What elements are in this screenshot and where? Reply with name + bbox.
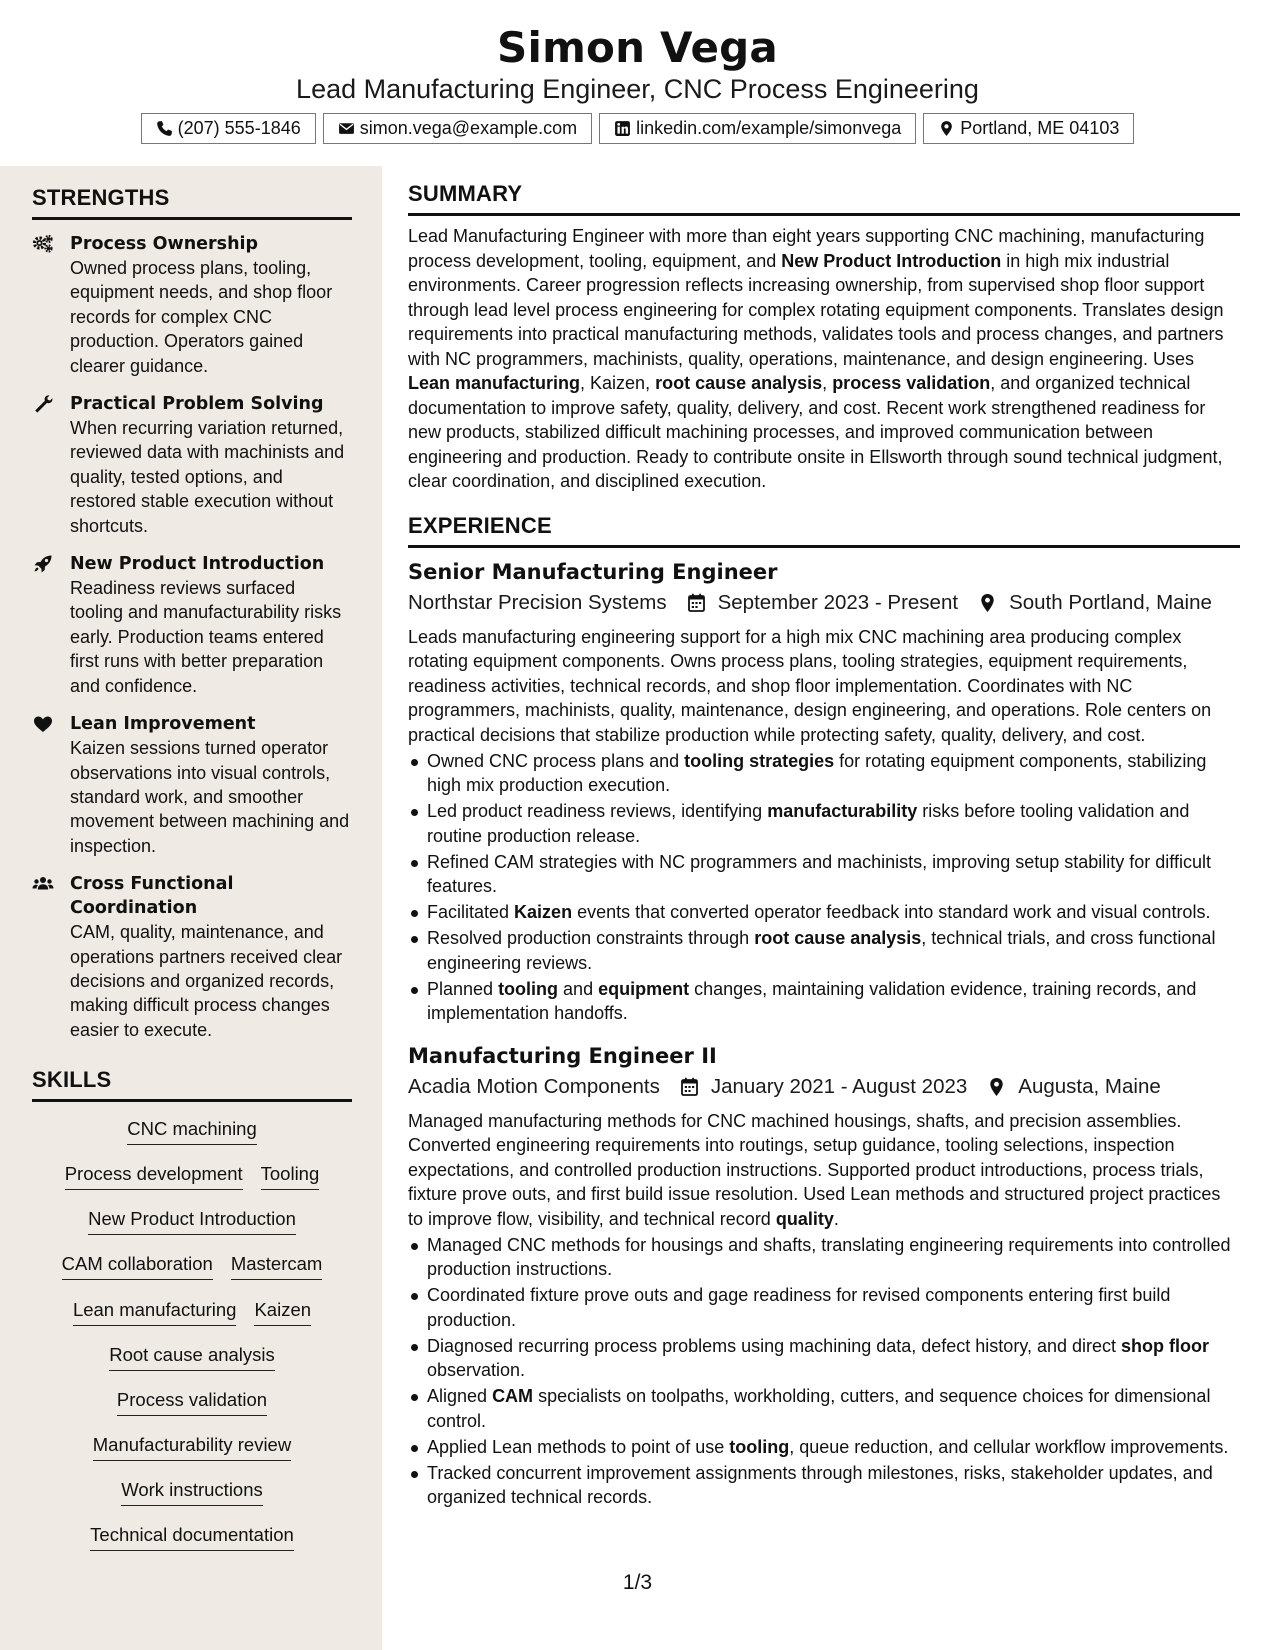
strength-description: Kaizen sessions turned operator observations into visual controls, standard work, and smoother movement between machining and inspection. xyxy=(70,738,350,856)
job-title: Senior Manufacturing Engineer xyxy=(408,559,778,584)
skill-tag: New Product Introduction xyxy=(88,1207,296,1235)
contact-location-text: Portland, ME 04103 xyxy=(960,118,1120,138)
emphasis-text: CAM xyxy=(492,1386,534,1406)
strength-description: When recurring variation returned, reviewed data with machinists and quality, tested options, and restored stable execution without shortcuts. xyxy=(70,418,345,536)
text-run: Managed manufacturing methods for CNC machined housings, shafts, and precision assemblies. Converted engineering requirements into routings, setup guidance, tooling selections, inspection expectations, and controlled production instructions. Supported product introductions, process trials, fixture prove outs, and first build issue resolution. Used Lean methods and structured project practices to improve flow, visibility, and technical record xyxy=(408,1110,1221,1229)
gears-icon xyxy=(32,234,54,254)
text-run: Coordinated fixture prove outs and gage readiness for revised components entering first build production. xyxy=(427,1285,1171,1330)
job-location: Augusta, Maine xyxy=(1018,1074,1161,1098)
text-run: specialists on toolpaths, workholding, cutters, and sequence choices for dimensional control. xyxy=(427,1386,1211,1431)
resume-header xyxy=(0,0,1275,160)
job-description: Leads manufacturing engineering support for a high mix CNC machining area producing complex rotating equipment components. Owns process plans, tooling strategies, equipment requirements, readiness activities, technical records, and shop floor implementation. Coordinates with NC programmers, machinists, quality, maintenance, design engineering, and operations. Role centers on practical decisions that stabilize production while protecting safety, quality, delivery, and cost. xyxy=(408,626,1212,745)
summary-heading: SUMMARY xyxy=(408,180,1240,216)
job-bullet xyxy=(408,1233,1240,1282)
skill-tag: CAM collaboration xyxy=(62,1252,213,1280)
emphasis-text: equipment xyxy=(598,978,690,999)
skill-tag: Manufacturability review xyxy=(93,1433,291,1461)
text-run: Applied Lean methods to point of use xyxy=(427,1436,730,1457)
skills-heading: SKILLS xyxy=(32,1066,352,1102)
job-description xyxy=(408,1109,1240,1232)
job-meta xyxy=(408,588,1240,618)
strength-item xyxy=(32,712,352,858)
map-marker-icon xyxy=(987,1077,1006,1097)
text-run: Led product readiness reviews, identifying xyxy=(427,801,768,821)
candidate-title: Lead Manufacturing Engineer, CNC Process Engineering xyxy=(296,74,979,104)
text-run: for rotating equipment components, stabilizing high mix production execution. xyxy=(427,750,1207,795)
skill-row xyxy=(32,1334,352,1379)
strength-item xyxy=(32,392,352,538)
text-run: risks before tooling validation and routine production release. xyxy=(427,801,1190,846)
text-run: Facilitated xyxy=(427,902,515,922)
job-bullets xyxy=(408,1233,1240,1510)
text-run: changes, maintaining validation evidence, training records, and implementation handoffs. xyxy=(427,978,1197,1023)
skill-tag: Technical documentation xyxy=(90,1523,294,1551)
text-run: in high mix industrial environments. Career progression reflects increasing ownership, from supervised shop floor support through lead level process engineering for complex rotating equipment components. Translates design requirements into practical manufacturing methods, validates tools and process changes, and partners with NC programmers, machinists, quality, operations, maintenance, and design engineering. Uses xyxy=(408,250,1224,369)
skill-tag: Work instructions xyxy=(121,1478,263,1506)
text-run: Owned CNC process plans and xyxy=(427,750,685,771)
job-bullet xyxy=(408,1461,1240,1510)
strength-title: Practical Problem Solving xyxy=(70,394,324,415)
text-run: events that converted operator feedback into standard work and visual controls. xyxy=(572,902,1211,922)
skill-tag: Process development xyxy=(65,1162,243,1190)
contact-linkedin-text: linkedin.com/example/simonvega xyxy=(636,118,902,138)
job-bullet xyxy=(408,1334,1240,1383)
job-bullet xyxy=(408,1384,1240,1433)
main-content xyxy=(408,180,1240,1510)
job-bullet xyxy=(408,1435,1240,1460)
users-icon xyxy=(32,874,54,894)
skill-tag: Lean manufacturing xyxy=(73,1298,237,1326)
skill-row xyxy=(32,1424,352,1469)
skill-row xyxy=(32,1153,352,1198)
text-run: Diagnosed recurring process problems using machining data, defect history, and direct xyxy=(427,1335,1122,1356)
skill-row xyxy=(32,1199,352,1244)
job-dates: January 2021 - August 2023 xyxy=(710,1074,968,1098)
job-entry xyxy=(408,558,1240,1026)
skill-row xyxy=(32,1515,352,1560)
text-run: , xyxy=(822,373,833,393)
strengths-list xyxy=(32,232,352,1042)
page-number: 1/3 xyxy=(622,1571,653,1594)
strength-item xyxy=(32,232,352,378)
job-bullet xyxy=(408,926,1240,975)
emphasis-text: Kaizen xyxy=(514,902,573,922)
emphasis-text: tooling xyxy=(498,978,559,999)
calendar-icon xyxy=(687,593,706,613)
experience-heading: EXPERIENCE xyxy=(408,512,1240,548)
emphasis-text: root cause analysis xyxy=(655,373,823,393)
job-company: Acadia Motion Components xyxy=(408,1074,660,1098)
strength-title: Cross Functional Coordination xyxy=(70,874,234,919)
strengths-heading: STRENGTHS xyxy=(32,184,352,220)
text-run: Aligned xyxy=(427,1386,493,1406)
envelope-icon xyxy=(338,120,355,137)
emphasis-text: process validation xyxy=(832,373,991,393)
skill-row xyxy=(32,1289,352,1334)
job-bullet xyxy=(408,850,1240,899)
job-title: Manufacturing Engineer II xyxy=(408,1043,717,1068)
strength-description: CAM, quality, maintenance, and operations partners received clear decisions and organized records, making difficult process changes easier to execute. xyxy=(70,922,343,1040)
text-run: . xyxy=(833,1208,839,1229)
linkedin-icon xyxy=(614,120,631,137)
skill-row xyxy=(32,1379,352,1424)
wrench-icon xyxy=(32,394,54,414)
phone-icon xyxy=(156,120,173,137)
emphasis-text: tooling xyxy=(729,1436,790,1457)
skill-row xyxy=(32,1244,352,1289)
strength-description: Owned process plans, tooling, equipment needs, and shop floor records for complex CNC production. Operators gained clearer guidance. xyxy=(70,258,333,376)
job-bullet xyxy=(408,977,1240,1026)
job-bullet xyxy=(408,1283,1240,1332)
text-run: Refined CAM strategies with NC programmers and machinists, improving setup stability for difficult features. xyxy=(427,851,1211,896)
job-bullet xyxy=(408,749,1240,798)
skill-tag: Process validation xyxy=(117,1388,267,1416)
skill-tag: Kaizen xyxy=(254,1298,311,1326)
skill-tag: Tooling xyxy=(261,1162,320,1190)
contact-linkedin[interactable] xyxy=(599,113,916,144)
job-bullet xyxy=(408,799,1240,848)
heart-icon xyxy=(32,714,54,734)
strength-title: Lean Improvement xyxy=(70,714,256,735)
contact-bar xyxy=(0,113,1275,144)
text-run: Resolved production constraints through xyxy=(427,928,755,948)
emphasis-text: shop floor xyxy=(1121,1335,1210,1356)
strength-title: New Product Introduction xyxy=(70,554,325,575)
strength-title: Process Ownership xyxy=(70,234,259,254)
sidebar xyxy=(0,166,382,1650)
text-run: Lead Manufacturing Engineer with more than eight years supporting CNC machining, manufacturing process development, tooling, equipment, and xyxy=(408,226,1205,271)
strength-description: Readiness reviews surfaced tooling and manufacturability risks early. Production teams entered first runs with better preparation and confidence. xyxy=(70,578,342,696)
job-location: South Portland, Maine xyxy=(1009,590,1212,614)
strength-item xyxy=(32,552,352,698)
job-bullet xyxy=(408,900,1240,925)
text-run: Planned xyxy=(427,978,499,999)
map-marker-icon xyxy=(938,120,955,137)
strength-item xyxy=(32,872,352,1042)
calendar-icon xyxy=(680,1077,699,1097)
skill-tag: CNC machining xyxy=(127,1117,257,1145)
map-marker-icon xyxy=(978,593,997,613)
contact-location xyxy=(923,113,1134,144)
skill-tag: Root cause analysis xyxy=(109,1343,275,1371)
skills-list xyxy=(32,1108,352,1560)
contact-phone[interactable] xyxy=(141,113,316,144)
job-entry xyxy=(408,1042,1240,1510)
text-run: Managed CNC methods for housings and shafts, translating engineering requirements into controlled production instructions. xyxy=(427,1234,1231,1279)
emphasis-text: tooling strategies xyxy=(684,750,835,771)
skill-row xyxy=(32,1470,352,1515)
job-meta xyxy=(408,1072,1240,1102)
contact-phone-text: (207) 555-1846 xyxy=(177,118,301,138)
summary-text xyxy=(408,224,1240,494)
emphasis-text: New Product Introduction xyxy=(781,250,1002,271)
job-dates: September 2023 - Present xyxy=(717,590,959,614)
text-run: and xyxy=(558,978,599,999)
text-run: Tracked concurrent improvement assignments through milestones, risks, stakeholder updates, and organized technical records. xyxy=(427,1462,1213,1507)
candidate-name: Simon Vega xyxy=(497,23,778,72)
job-bullets xyxy=(408,749,1240,1026)
contact-email[interactable] xyxy=(323,113,592,144)
text-run: , queue reduction, and cellular workflow improvements. xyxy=(789,1436,1229,1457)
text-run: , Kaizen, xyxy=(580,373,656,393)
rocket-icon xyxy=(32,554,54,574)
text-run: , and organized technical documentation to improve safety, quality, delivery, and cost. Recent work strengthened readiness for new products, stabilized difficult machining processes, and improved communication between engineering and production. Ready to contribute onsite in Ellsworth through sound technical judgment, clear coordination, and disciplined execution. xyxy=(408,373,1223,491)
emphasis-text: Lean manufacturing xyxy=(408,373,581,393)
emphasis-text: quality xyxy=(775,1208,834,1229)
skill-tag: Mastercam xyxy=(231,1252,323,1280)
text-run: observation. xyxy=(427,1360,526,1380)
text-run: , technical trials, and cross functional engineering reviews. xyxy=(427,928,1216,973)
job-company: Northstar Precision Systems xyxy=(408,590,667,614)
skill-row xyxy=(32,1108,352,1153)
contact-email-text: simon.vega@example.com xyxy=(359,118,578,138)
emphasis-text: root cause analysis xyxy=(754,928,922,948)
emphasis-text: manufacturability xyxy=(767,801,918,821)
